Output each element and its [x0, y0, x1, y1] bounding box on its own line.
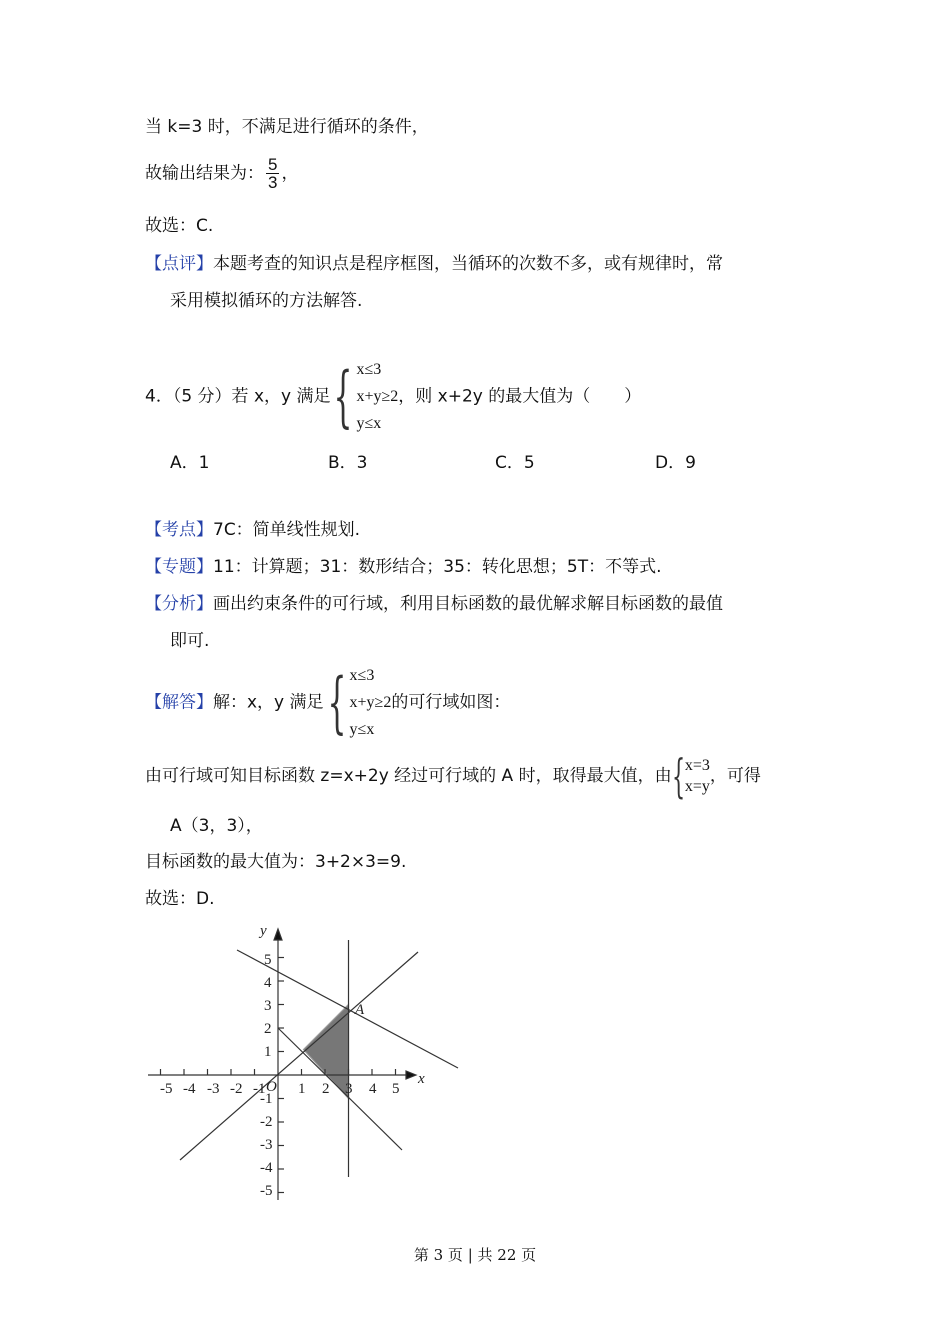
- objective-line: [145, 750, 761, 802]
- constraint: y≤x: [356, 415, 382, 432]
- y-axis-arrow: [274, 929, 282, 940]
- text-line: 当 k=3 时，不满足进行循环的条件，: [145, 117, 429, 137]
- text-line: 故选：D.: [145, 889, 215, 909]
- x-axis-label: x: [418, 1071, 425, 1087]
- text: 的可行域如图：: [391, 692, 511, 713]
- kaodian-line: [145, 519, 360, 541]
- option-c: C．5: [495, 453, 535, 473]
- x-tick: 1: [298, 1081, 306, 1097]
- x-tick: 4: [369, 1081, 377, 1097]
- y-tick: 4: [264, 975, 272, 991]
- text: 由可行域可知目标函数 z=x+2y 经过可行域的 A 时，取得最大值，由: [145, 766, 672, 786]
- y-tick: -5: [260, 1183, 273, 1199]
- x-tick: -5: [160, 1081, 173, 1097]
- x-tick: 2: [322, 1081, 330, 1097]
- constraint: y≤x: [349, 721, 375, 738]
- numerator: 5: [268, 155, 278, 174]
- equation: x=y: [684, 778, 710, 795]
- y-tick: -1: [260, 1091, 273, 1107]
- point-a-label: A: [355, 1002, 365, 1018]
- question-text: 4．（5 分）若 x，y 满足: [145, 386, 331, 407]
- brace: {: [671, 749, 685, 803]
- constraint-system: [324, 662, 392, 743]
- page-footer: 第 3 页 | 共 22 页: [413, 1246, 537, 1264]
- text-line: 故选：C.: [145, 216, 214, 236]
- review-line: [145, 253, 723, 275]
- brace: {: [334, 357, 353, 435]
- zhuanti-tag: 【专题】: [145, 557, 213, 577]
- text: 故输出结果为：: [145, 163, 264, 184]
- x-tick: 3: [345, 1081, 353, 1097]
- constraint-system: [330, 356, 398, 437]
- text-line: A（3，3），: [170, 816, 263, 836]
- equation: x=3: [684, 757, 710, 774]
- y-tick: 1: [264, 1044, 272, 1060]
- feasible-region-graph: [140, 920, 470, 1210]
- brace: {: [327, 663, 346, 741]
- constraint: x+y≥2: [349, 694, 392, 711]
- text: 7C：简单线性规划.: [213, 520, 361, 540]
- y-tick: 2: [264, 1021, 272, 1037]
- denominator: 3: [268, 173, 278, 192]
- x-tick: -4: [183, 1081, 196, 1097]
- text: ，: [281, 163, 299, 184]
- origin-label: O: [266, 1079, 277, 1095]
- y-axis-label: y: [260, 923, 267, 939]
- text: 解：x，y 满足: [213, 692, 324, 713]
- x-tick: -2: [230, 1081, 243, 1097]
- zhuanti-line: [145, 556, 662, 578]
- text-line: 采用模拟循环的方法解答.: [170, 291, 363, 311]
- jieda-tag: 【解答】: [145, 692, 213, 713]
- y-tick: 5: [264, 952, 272, 968]
- output-result-line: [145, 156, 298, 191]
- review-tag: 【点评】: [145, 254, 213, 274]
- y-tick: -3: [260, 1137, 273, 1153]
- fenxi-tag: 【分析】: [145, 594, 213, 614]
- option-d: D．9: [655, 453, 696, 473]
- kaodian-tag: 【考点】: [145, 520, 213, 540]
- text-line: 目标函数的最大值为：3+2×3=9.: [145, 852, 407, 872]
- y-tick: -4: [260, 1160, 273, 1176]
- x-tick: 5: [392, 1081, 400, 1097]
- fraction: [266, 156, 279, 191]
- question-text: ，则 x+2y 的最大值为（ ）: [398, 386, 642, 407]
- question-line: [145, 356, 641, 437]
- constraint: x≤3: [356, 361, 382, 378]
- text: ，可得: [709, 766, 761, 786]
- y-tick: 3: [264, 998, 272, 1014]
- fenxi-line: [145, 593, 723, 615]
- constraint: x+y≥2: [356, 388, 399, 405]
- text: 11：计算题；31：数形结合；35：转化思想；5T：不等式.: [213, 557, 662, 577]
- text-line: 即可.: [170, 631, 210, 651]
- jieda-line: [145, 662, 510, 743]
- x-tick: -3: [207, 1081, 220, 1097]
- option-a: A．1: [170, 453, 210, 473]
- equation-system: [671, 749, 710, 803]
- text: 画出约束条件的可行域，利用目标函数的最优解求解目标函数的最值: [213, 594, 723, 614]
- constraint: x≤3: [349, 667, 375, 684]
- x-axis-arrow: [406, 1071, 416, 1079]
- y-tick: -2: [260, 1114, 273, 1130]
- x-tick: -1: [253, 1081, 266, 1097]
- option-b: B．3: [328, 453, 368, 473]
- text: 本题考查的知识点是程序框图，当循环的次数不多，或有规律时，常: [213, 254, 723, 274]
